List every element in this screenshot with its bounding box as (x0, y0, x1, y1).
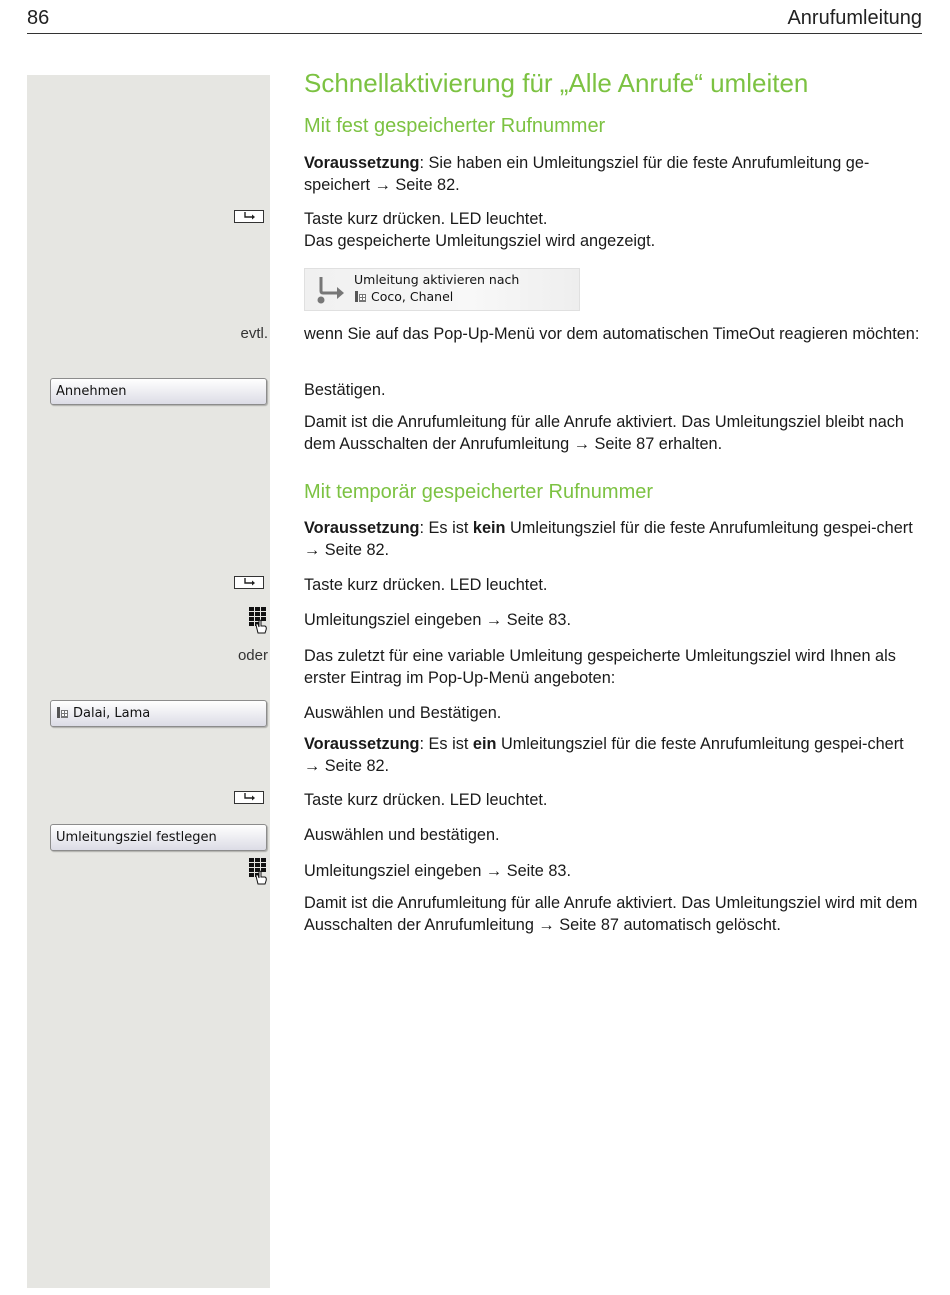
step-press-key-3: Taste kurz drücken. LED leuchtet. (304, 791, 548, 809)
prereq-text: : Sie haben ein Umleitungsziel für die feste Anrufumleitung ge-speichert → Seite 82. (304, 154, 870, 194)
display-contact-name: Coco, Chanel (371, 289, 454, 304)
prereq-text-start: : Es ist (419, 735, 473, 753)
forwarding-key-icon (234, 576, 264, 589)
prereq-emphasis: ein (472, 735, 497, 753)
forwarding-key-icon (234, 210, 264, 223)
section-heading-fixed: Mit fest gespeicherter Rufnummer (304, 115, 606, 137)
step-press-key-2: Taste kurz drücken. LED leuchtet. (304, 576, 548, 594)
section-heading-temporary: Mit temporär gespeicherter Rufnummer (304, 481, 654, 503)
chapter-title: Anrufumleitung (787, 7, 922, 29)
display-line-2 (354, 289, 453, 304)
select-confirm-text-2: Auswählen und bestätigen. (304, 826, 500, 844)
display-line-1: Umleitung aktivieren nach (354, 272, 520, 287)
page-number: 86 (27, 7, 50, 29)
prereq-temporary-some (304, 733, 922, 777)
prereq-temporary-none (304, 517, 922, 561)
phone-entry-icon (56, 706, 69, 719)
oder-label: oder (237, 647, 268, 664)
page-heading: Schnellaktivierung für „Alle Anrufe“ umleiten (304, 68, 809, 98)
result-temporary: Damit ist die Anrufumleitung für alle Anrufe aktiviert. Das Umleitungsziel wird mit dem Ausschalten der Anrufumleitung → Seite 87 automatisch gelöscht. (304, 894, 918, 934)
prereq-emphasis: kein (472, 519, 506, 537)
step-enter-target-2: Umleitungsziel eingeben → Seite 83. (304, 862, 571, 880)
phone-entry-icon (354, 290, 367, 303)
contact-softkey-button[interactable] (50, 700, 267, 727)
prereq-label: Voraussetzung (304, 154, 420, 172)
prereq-text-start: : Es ist (419, 519, 473, 537)
step-press-key: Taste kurz drücken. LED leuchtet. (304, 210, 548, 228)
prereq-fixed (304, 152, 922, 196)
step-target-shown: Das gespeicherte Umleitungsziel wird angezeigt. (304, 232, 656, 250)
select-confirm-text: Auswählen und Bestätigen. (304, 704, 502, 722)
prereq-text-end: Umleitungsziel für die feste Anrufumleitung gespei-chert → Seite 82. (304, 519, 913, 559)
set-target-softkey-button[interactable]: Umleitungsziel festlegen (50, 824, 267, 851)
prereq-label: Voraussetzung (304, 735, 420, 753)
prereq-text-end: Umleitungsziel für die feste Anrufumleitung gespei-chert → Seite 82. (304, 735, 904, 775)
accept-softkey-button[interactable]: Annehmen (50, 378, 267, 405)
evtl-text: wenn Sie auf das Pop-Up-Menü vor dem automatischen TimeOut reagieren möchten: (304, 325, 920, 343)
header-rule (27, 33, 922, 34)
prereq-label: Voraussetzung (304, 519, 420, 537)
left-margin-column (27, 75, 270, 1288)
keypad-icon (248, 857, 270, 885)
result-fixed: Damit ist die Anrufumleitung für alle Anrufe aktiviert. Das Umleitungsziel bleibt nach dem Ausschalten der Anrufumleitung → Seite 87 erhalten. (304, 413, 904, 453)
forwarding-key-icon (234, 791, 264, 804)
phone-display (304, 268, 580, 311)
contact-softkey-label: Dalai, Lama (73, 706, 151, 721)
keypad-icon (248, 606, 270, 634)
evtl-label: evtl. (240, 325, 268, 342)
forward-arrow-icon (315, 275, 347, 305)
confirm-text: Bestätigen. (304, 381, 386, 399)
oder-text: Das zuletzt für eine variable Umleitung gespeicherte Umleitungsziel wird Ihnen als erster Eintrag im Pop-Up-Menü angeboten: (304, 647, 896, 687)
step-enter-target: Umleitungsziel eingeben → Seite 83. (304, 611, 571, 629)
